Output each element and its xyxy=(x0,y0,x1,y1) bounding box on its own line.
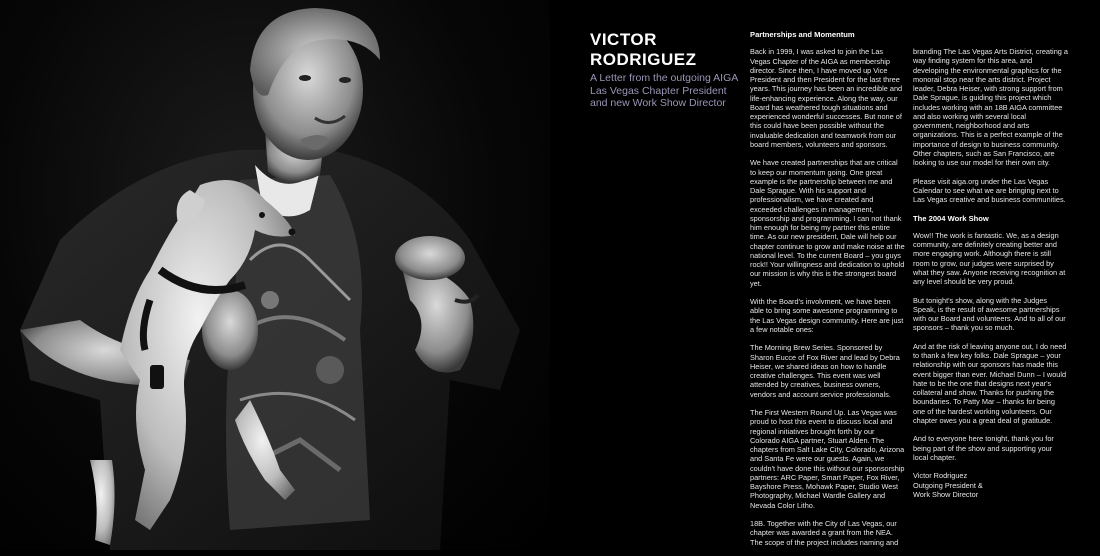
paragraph: Please visit aiga.org under the Las Vegas Calendar to see what we are bringing next to Las Vegas creative and business communities. xyxy=(913,176,1066,204)
paragraph: And to everyone here tonight, thank you for being part of the show and supporting your local chapter. xyxy=(913,434,1054,462)
paragraph: The Morning Brew Series. Sponsored by Sharon Eucce of Fox River and lead by Debra Heiser, we shared ideas on how to handle creative challenges. This event was well attended by creatives, business owners, vendors and account service professionals. xyxy=(750,343,900,399)
letter-heading xyxy=(590,30,740,110)
portrait-illustration xyxy=(0,0,550,550)
text-column-2 xyxy=(913,47,1068,499)
signature-block xyxy=(913,471,1068,499)
paragraph: The First Western Round Up. Las Vegas was proud to host this event to discuss local and regional initiatives brought forth by our Colorado AIGA partner, Stuart Alden. The chapters from Salt Lake City, Colorado, Arizona and Santa Fe were our guests. Again, we couldn't have done this without our sponsorship partners: ARC Paper, Smart Paper, Fox River, Bayshore Press, Mohawk Paper, Studio West Photography, Michael Wardle Gallery and Nevada Color Litho. xyxy=(750,408,905,510)
paragraph: We have created partnerships that are critical to keep our momentum going. One great example is the partnership between me and Dale Sprague. With his support and professionalism, we have created and exceeded challenges in management, sponsorship and programming. I can not thank him enough for being my partner this entire time. As our new president, Dale will help our chapter continue to grow and make noise at the national level. To the current Board – you guys rock!! Your willingness and dedication to uphold our mission is why this is the strongest board yet. xyxy=(750,158,905,288)
paragraph: And at the risk of leaving anyone out, I do need to thank a few key folks. Dale Sprague – your relationship with our sponsors has made this event bigger than ever. Michael Dunn – I would hate to be the one that designs next year's collateral and show. Thanks for pushing the boundaries. To Patty Mar – thanks for being one of the hardest working volunteers. Our chapter owes you a great deal of gratitude. xyxy=(913,341,1067,425)
paragraph: Wow!! The work is fantastic. We, as a design community, are definitely creating better and more engaging work. Although there is still room to grow, our judges were surprised by what they saw. Anyone receiving recognition at any level should be very proud. xyxy=(913,230,1066,286)
text-column-1 xyxy=(750,30,905,556)
signature-line: Victor Rodriguez xyxy=(913,471,968,481)
author-name: VICTOR RODRIGUEZ xyxy=(590,30,697,69)
paragraph: 18B. Together with the City of Las Vegas, our chapter was awarded a grant from the NEA. The scope of the project includes naming and xyxy=(750,519,899,547)
section-title-partnerships: Partnerships and Momentum xyxy=(750,30,855,39)
paragraph: But tonight's show, along with the Judges Speak, is the result of awesome partnerships with our Board and volunteers. And to all of our sponsors – thank you so much. xyxy=(913,295,1066,333)
paragraph: branding The Las Vegas Arts District, creating a way finding system for this area, and developing the environmental graphics for the monorail stop near the arts district. Project leader, Debra Heiser, with strong support from Dale Sprague, is guiding this project which includes working with an 18B AIGA committee and also working with several local government, neighborhood and arts organizations. This is a perfect example of the importance of design to business community. Other chapters, such as San Francisco, are looking to use our model for their own city. xyxy=(913,47,1068,167)
letter-subtitle: A Letter from the outgoing AIGA Las Vegas Chapter President and new Work Show Director xyxy=(590,72,738,109)
paragraph: Back in 1999, I was asked to join the Las Vegas Chapter of the AIGA as membership director. Since then, I have moved up Vice President and then President for the last three years. This journey has been an incredible and life-enhancing experience. Along the way, our Board has weathered tough situations and experienced wonderful successes. But none of this could have been possible without the invaluable dedication and teamwork from our board members, volunteers and sponsors. xyxy=(750,47,903,149)
signature-line: Work Show Director xyxy=(913,489,979,499)
section-title-work-show: The 2004 Work Show xyxy=(913,213,989,223)
paragraph: With the Board's involvment, we have been able to bring some awesome programming to the Las Vegas design community. Here are just a few notable ones: xyxy=(750,297,904,334)
letter-page xyxy=(550,0,1100,550)
portrait-photo xyxy=(0,0,550,550)
signature-line: Outgoing President & xyxy=(913,480,983,490)
